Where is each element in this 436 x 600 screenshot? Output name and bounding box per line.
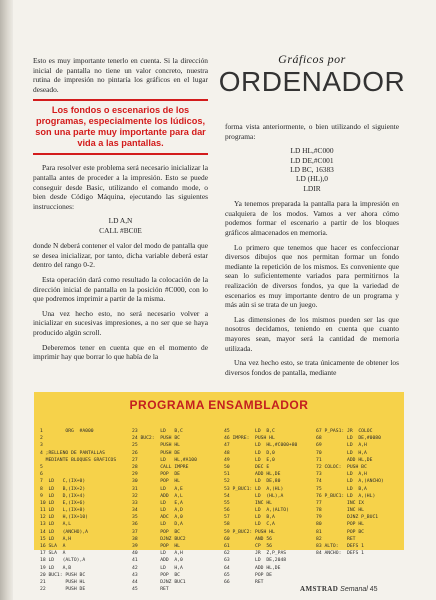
listing-line: 34 LD A,D [132, 508, 183, 514]
listing-line: 69 LD A,H [316, 443, 367, 449]
listing-line: 73 LD A,H [316, 472, 367, 478]
listing-line: 47 LD HL,#C000+80 [224, 443, 298, 449]
listing-line: 12 LD H,(IX+10) [40, 515, 88, 521]
page-number: 45 [369, 586, 378, 593]
listing-line: 72 COLOC: PUSH BC [316, 464, 367, 470]
listing-line: 57 LD B,A [224, 515, 275, 521]
paragraph: Para resolver este problema será necesario inicializar la pantalla antes de proceder a la impresión. Esto se puede conseguir desde Basic, utilizando el comando mode, o bien desde Código Máquina, ejecutando las siguientes instrucciones: [33, 163, 208, 211]
listing-line: 48 LD D,0 [224, 450, 275, 456]
listing-line: 78 INC HL [316, 508, 364, 514]
listing-line: 59 P_BUC2: PUSH HL [224, 529, 275, 535]
listing-line: 28 CALL IMPRE [132, 464, 189, 470]
listing-line: 38 DJNZ BUC2 [132, 536, 186, 542]
listing-line: 79 DJNZ P_BUC1 [316, 515, 379, 521]
listing-line: 37 POP BC [132, 529, 180, 535]
paragraph: forma vista anteriormente, o bien utilizando el siguiente programa: [225, 122, 399, 141]
paragraph: donde N deberá contener el valor del modo de pantalla que se desea inicializar, por tanto, dicha variable deberá estar dentro del rango 0-2. [33, 241, 208, 270]
listing-line: 15 LD A,H [40, 536, 72, 542]
listing-line: 54 LD (HL),A [224, 493, 284, 499]
listing-line: 45 LD B,C [224, 429, 275, 434]
section-title-small: Gráficos por [278, 52, 346, 66]
code-line: LD DE,#C001 [290, 155, 334, 165]
listing-column-1 [40, 428, 116, 593]
listing-line: 40 LD A,H [132, 551, 183, 557]
code-line: LD BC, 16383 [290, 165, 334, 174]
listing-line: 53 P_BUC1: LD A,(HL) [224, 486, 284, 492]
listing-line: 49 LD E,0 [224, 457, 275, 463]
listing-line: 1 ORG #A000 [40, 429, 94, 434]
listing-line: 19 LD A,B [40, 565, 72, 571]
listing-line: 76 P_BUC1: LD A,(HL) [316, 493, 376, 499]
magazine-brand: AMSTRAD [300, 585, 339, 593]
listing-line: 22 PUSH DE [40, 587, 86, 593]
listing-title: PROGRAMA ENSAMBLADOR [129, 398, 309, 412]
code-line: LD A,N [108, 216, 133, 226]
listing-column-4 [316, 428, 384, 557]
listing-line: 35 ADC A,0 [132, 515, 183, 521]
magazine-section: Semanal [340, 586, 368, 593]
listing-column-2 [132, 428, 197, 593]
listing-line: 2 [40, 436, 43, 442]
listing-line: 3 [40, 443, 43, 449]
listing-line: 16 SLA A [40, 544, 66, 549]
listing-line: 24 BUC2: PUSH BC [132, 436, 180, 442]
section-title [218, 52, 406, 97]
listing-line: 27 LD HL,#A100 [132, 457, 197, 463]
listing-line: 82 RET [316, 536, 356, 542]
paragraph: Deberemos tener en cuenta que en el momento de imprimir hay que borrar lo que había de la [33, 342, 208, 362]
listing-line: 68 LD DE,#0080 [316, 436, 381, 442]
listing-line: 62 JR Z,P_PAS [224, 551, 287, 557]
listing-line: 41 ADD A,0 [132, 558, 183, 564]
listing-line: 10 LD E,(IX+6) [40, 500, 86, 506]
paragraph: Lo primero que tenemos que hacer es confeccionar diversos dibujos que nos permitan formar un fondo mediante la repetición de los mismos. Es conveniente que sean lo suficientemente variados para permitirnos la realización de diversos fondos, ya que la variedad de escenarios es muy importante dentro de un programa y más aún si se trata de un juego. [225, 242, 399, 310]
listing-line: 61 CP 56 [224, 544, 272, 549]
listing-line: 81 POP BC [316, 529, 364, 535]
listing-line: 20 BUC1: PUSH BC [40, 572, 86, 578]
listing-line: 74 LD A,(ANCHO) [316, 479, 384, 485]
listing-line: 63 LD DE,2048 [224, 558, 287, 564]
paragraph: Las dimensiones de los mismos pueden ser las que nosotros decidamos, teniendo en cuenta que cuanto mayores sean, mayor será la cantidad de memoria utilizada. [225, 314, 399, 353]
listing-line: 42 LD H,A [132, 565, 183, 571]
listing-column-3 [224, 428, 297, 586]
listing-line: 39 POP HL [132, 544, 180, 549]
listing-line: MEDIANTE BLOQUES GRAFICOS [40, 457, 117, 463]
page-spine-shadow [0, 0, 13, 600]
pull-quote: Los fondos o escenarios de los programas, especialmente los lúdicos, son una parte muy importante para dar vida a las pantallas. [33, 99, 208, 155]
listing-line: 5 [40, 464, 43, 470]
listing-line: 25 PUSH HL [132, 443, 180, 449]
listing-line: 6 [40, 472, 43, 478]
paragraph: Esto es muy importante tenerlo en cuenta. Si la dirección inicial de pantalla no tiene un valor concreto, nuestra rutina de impresión no pintaría los gráficos en el lugar deseado. [33, 56, 208, 94]
listing-line: 29 POP DE [132, 472, 180, 478]
left-column [33, 56, 208, 367]
listing-line: 80 POP HL [316, 522, 364, 528]
listing-line: 66 RET [224, 579, 264, 585]
listing-line: 45 RET [132, 587, 169, 593]
listing-line: 13 LD A,L [40, 522, 72, 528]
listing-line: 77 INC IX [316, 500, 364, 506]
listing-line: 55 INC HL [224, 500, 272, 506]
listing-line: 4 ;RELLENO DE PANTALLAS [40, 450, 105, 456]
paragraph: Una vez hecho esto, se trata únicamente de obtener los diversos fondos de pantalla, mediante [225, 358, 399, 377]
listing-line: 36 LD D,A [132, 522, 183, 528]
listing-line: 65 POP DE [224, 572, 272, 578]
listing-line: 8 LD B,(IX+2) [40, 486, 86, 492]
listing-line: 31 LD A,E [132, 486, 183, 492]
listing-line: 44 DJNZ BUC1 [132, 579, 186, 585]
listing-line: 11 LD L,(IX+8) [40, 508, 86, 514]
paragraph: Una vez hecho esto, no será necesario volver a inicializar en sucesivas impresiones, a no ser que se haya producido algún scroll. [33, 308, 208, 337]
listing-line: 71 ADD HL,DE [316, 457, 373, 463]
listing-line: 58 LD C,A [224, 522, 275, 528]
listing-line: 23 LD B,C [132, 429, 183, 434]
code-line: LD HL,#C000 [290, 146, 334, 156]
listing-line: 51 ADD HL,DE [224, 472, 281, 478]
code-line: LDIR [303, 183, 321, 193]
listing-line: 56 LD A,(ALTO) [224, 508, 289, 514]
listing-line: 70 LD H,A [316, 450, 367, 456]
code-line: LD (HL),0 [295, 174, 329, 184]
listing-line: 14 LD (ANCHO),A [40, 529, 88, 535]
listing-line: 67 P_PAS1: JR COLOC [316, 429, 373, 434]
listing-line: 52 LD DE,80 [224, 479, 281, 485]
listing-line: 21 PUSH HL [40, 579, 86, 585]
listing-line: 7 LD C,(IX+0) [40, 479, 86, 485]
listing-line: 17 SLA A [40, 551, 66, 557]
listing-line: 30 POP HL [132, 479, 180, 485]
code-snippet [225, 146, 399, 193]
paragraph: Ya tenemos preparada la pantalla para la impresión en cualquiera de los modos. Vamos a ver ahora cómo podemos formar el escenario a partir de los bloques gráficos almacenados en memoria. [225, 199, 399, 237]
listing-line: 32 ADD A,L [132, 493, 183, 499]
listing-line: 18 LD (ALTO),A [40, 558, 86, 564]
page-footer [300, 585, 378, 593]
section-title-big: ORDENADOR [218, 66, 406, 97]
listing-line: 64 ADD HL,DE [224, 565, 281, 571]
listing-line: 84 ANCHO: DEFS 1 [316, 551, 364, 557]
listing-line: 33 LD E,A [132, 500, 183, 506]
listing-line: 46 IMPRE: PUSH HL [224, 436, 275, 442]
code-snippet [33, 216, 208, 235]
code-line: CALL #BC0E [99, 225, 142, 235]
listing-line: 60 AND 56 [224, 536, 272, 542]
listing-line: 26 PUSH DE [132, 450, 180, 456]
listing-line: 83 ALTO: DEFS 1 [316, 544, 364, 549]
listing-line: 43 POP BC [132, 572, 180, 578]
listing-line: 50 DEC E [224, 464, 270, 470]
paragraph: Esta operación dará como resultado la colocación de la dirección inicial de pantalla en la posición #C000, con lo que podremos imprimir a partir de la misma. [33, 274, 208, 304]
right-column [225, 122, 399, 382]
listing-line: 9 LD D,(IX+4) [40, 493, 86, 499]
listing-line: 75 LD B,A [316, 486, 367, 492]
